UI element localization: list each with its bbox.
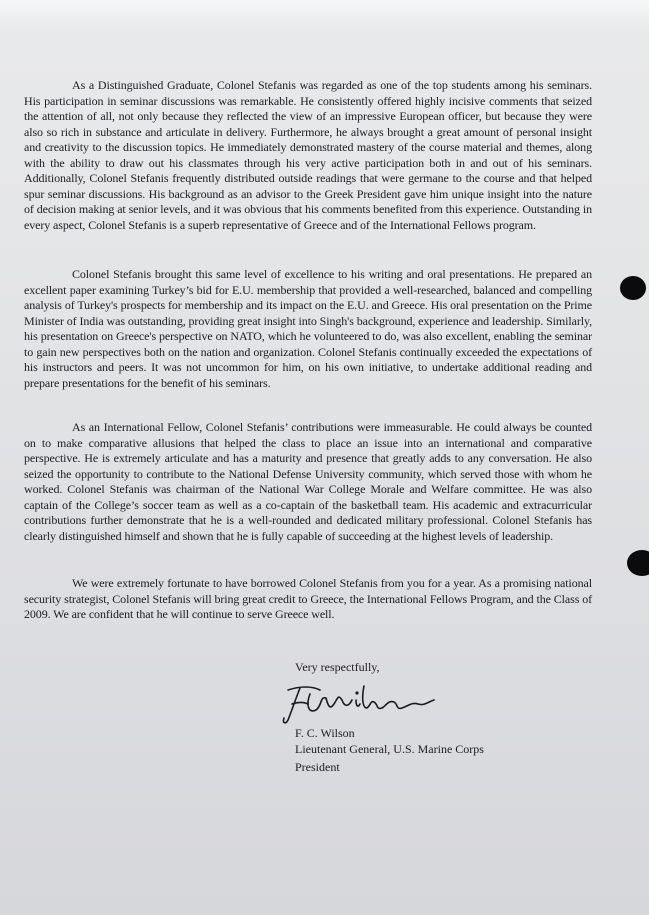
signer-name: F. C. Wilson <box>295 726 355 740</box>
signer-title: Lieutenant General, U.S. Marine Corps <box>295 742 484 756</box>
body-paragraph-3: As an International Fellow, Colonel Stefanis’ contributions were immeasurable. He could always be counted on to make comparative allusions that helped the class to place an issue into an international and comparative perspective. He is extremely articulate and has a maturity and presence that greatly adds to any conversation. He also seized the opportunity to contribute to the National Defense University community, which served those with whom he worked. Colonel Stefanis was chairman of the National War College Morale and Welfare committee. He was also captain of the College’s soccer team as well as a co-captain of the basketball team. His academic and extracurricular contributions further demonstrate that he is a well-rounded and dedicated military professional. Colonel Stefanis has clearly distinguished himself and shown that he is fully capable of succeeding at the highest levels of leadership. <box>24 420 592 543</box>
handwritten-signature <box>278 680 448 730</box>
punch-hole-upper <box>620 276 646 300</box>
signer-role: President <box>295 760 340 774</box>
punch-hole-lower <box>627 550 649 576</box>
body-paragraph-2: Colonel Stefanis brought this same level of excellence to his writing and oral presentations. He prepared an excellent paper examining Turkey’s bid for E.U. membership that provided a well-researched, balanced and compelling analysis of Turkey's prospects for membership and its impact on the E.U. and Greece. His oral presentation on the Prime Minister of India was outstanding, providing great insight into Singh's background, experience and leadership. Similarly, his presentation on Greece's perspective on NATO, which he volunteered to do, was also excellent, enabling the seminar to gain new perspectives both on the nation and organization. Colonel Stefanis continually exceeded the expectations of his instructors and peers. It was not uncommon for him, on his own initiative, to undertake additional reading and prepare presentations for the benefit of his seminars. <box>24 267 592 390</box>
closing-salutation: Very respectfully, <box>295 660 380 674</box>
page-edge-highlight <box>0 0 649 30</box>
body-paragraph-4: We were extremely fortunate to have borrowed Colonel Stefanis from you for a year. As a promising national security strategist, Colonel Stefanis will bring great credit to Greece, the International Fellows Program, and the Class of 2009. We are confident that he will continue to serve Greece well. <box>24 576 592 621</box>
body-paragraph-1: As a Distinguished Graduate, Colonel Stefanis was regarded as one of the top students among his seminars. His participation in seminar discussions was remarkable. He consistently offered highly incisive comments that seized the attention of all, not only because they reflected the view of an impressive European officer, but because they were also so rich in substance and articulate in delivery. Furthermore, he always brought a great amount of personal insight and creativity to the discussion topics. He immediately demonstrated mastery of the course material and themes, along with the ability to draw out his classmates through his very active participation both in and out of his seminars. Additionally, Colonel Stefanis frequently distributed outside readings that were germane to the course and that helped spur seminar discussions. His background as an advisor to the Greek President gave him unique insight into the nature of decision making at senior levels, and it was obvious that his comments benefited from this experience. Outstanding in every aspect, Colonel Stefanis is a superb representative of Greece and of the International Fellows program. <box>24 78 592 232</box>
